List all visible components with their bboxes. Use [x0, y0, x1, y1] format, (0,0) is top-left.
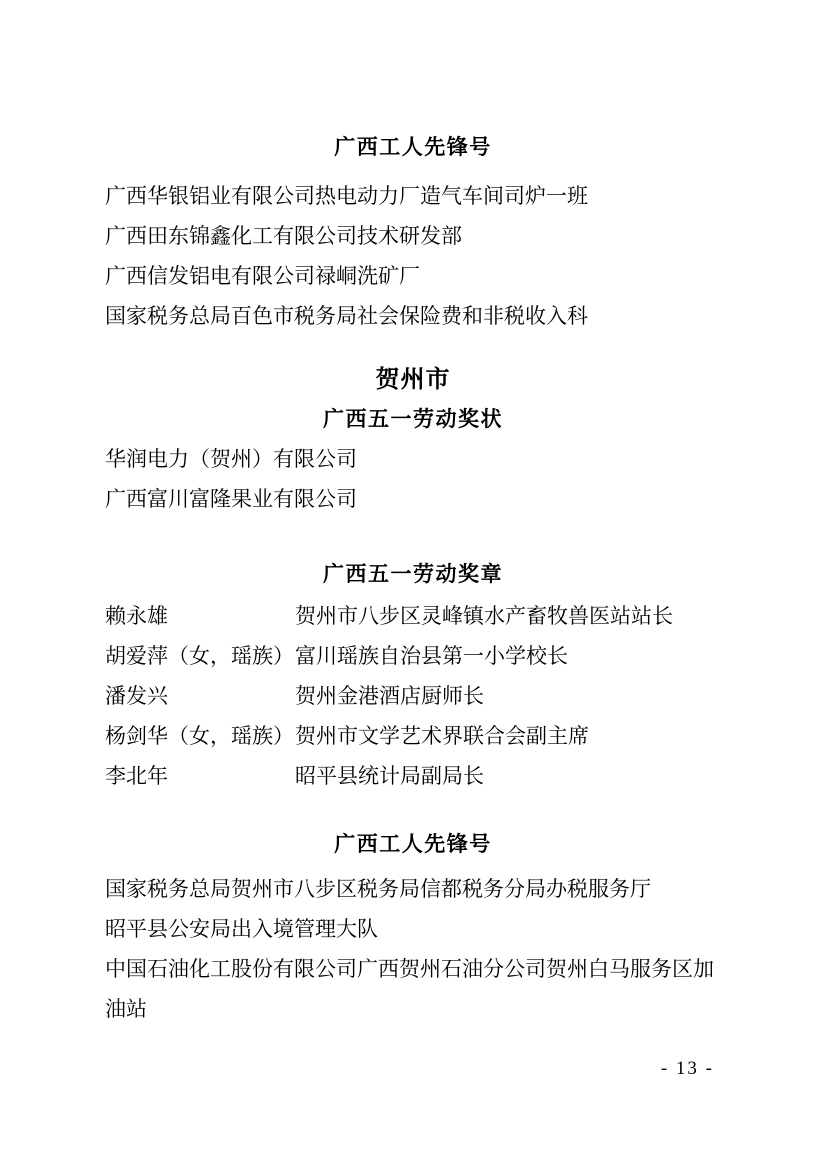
list-item: 昭平县公安局出入境管理大队 — [105, 917, 378, 941]
recipient-row — [105, 676, 721, 716]
recipient-name: 潘发兴 — [105, 684, 168, 708]
section-heading-pioneer-hezhou: 广西工人先锋号 — [334, 833, 492, 856]
page-number: - 13 - — [660, 1058, 714, 1079]
labor-medal-recipient-list — [105, 596, 721, 796]
section-heading-labor-certificate: 广西五一劳动奖状 — [323, 408, 503, 431]
section-heading-labor-medal: 广西五一劳动奖章 — [323, 563, 503, 586]
recipient-title: 贺州市文学艺术界联合会副主席 — [295, 724, 589, 748]
recipient-title: 贺州金港酒店厨师长 — [295, 684, 484, 708]
recipient-name: 杨剑华（女，瑶族） — [105, 724, 294, 748]
recipient-name: 李北年 — [105, 764, 168, 788]
recipient-title: 昭平县统计局副局长 — [295, 764, 484, 788]
section-heading-pioneer-baise: 广西工人先锋号 — [334, 136, 492, 159]
list-item: 华润电力（贺州）有限公司 — [105, 447, 357, 471]
recipient-row — [105, 716, 721, 756]
recipient-name: 赖永雄 — [105, 604, 168, 628]
recipient-name: 胡爱萍（女，瑶族） — [105, 644, 294, 668]
list-item: 国家税务总局贺州市八步区税务局信都税务分局办税服务厅 — [105, 877, 651, 901]
list-item: 中国石油化工股份有限公司广西贺州石油分公司贺州白马服务区加油站 — [105, 957, 714, 1021]
list-item: 广西华银铝业有限公司热电动力厂造气车间司炉一班 — [105, 184, 588, 208]
list-item: 广西信发铝电有限公司禄峒洗矿厂 — [105, 264, 420, 288]
recipient-title: 富川瑶族自治县第一小学校长 — [295, 644, 568, 668]
recipient-title: 贺州市八步区灵峰镇水产畜牧兽医站站长 — [295, 604, 673, 628]
pioneer-baise-list — [105, 176, 721, 336]
list-item: 广西富川富隆果业有限公司 — [105, 487, 357, 511]
list-item: 广西田东锦鑫化工有限公司技术研发部 — [105, 224, 462, 248]
recipient-row — [105, 756, 721, 796]
document-content — [105, 133, 721, 1029]
list-item: 国家税务总局百色市税务局社会保险费和非税收入科 — [105, 304, 588, 328]
recipient-row — [105, 636, 721, 676]
labor-certificate-list — [105, 439, 721, 519]
pioneer-hezhou-list — [105, 869, 721, 1029]
recipient-row — [105, 596, 721, 636]
city-heading-hezhou: 贺州市 — [375, 366, 451, 393]
